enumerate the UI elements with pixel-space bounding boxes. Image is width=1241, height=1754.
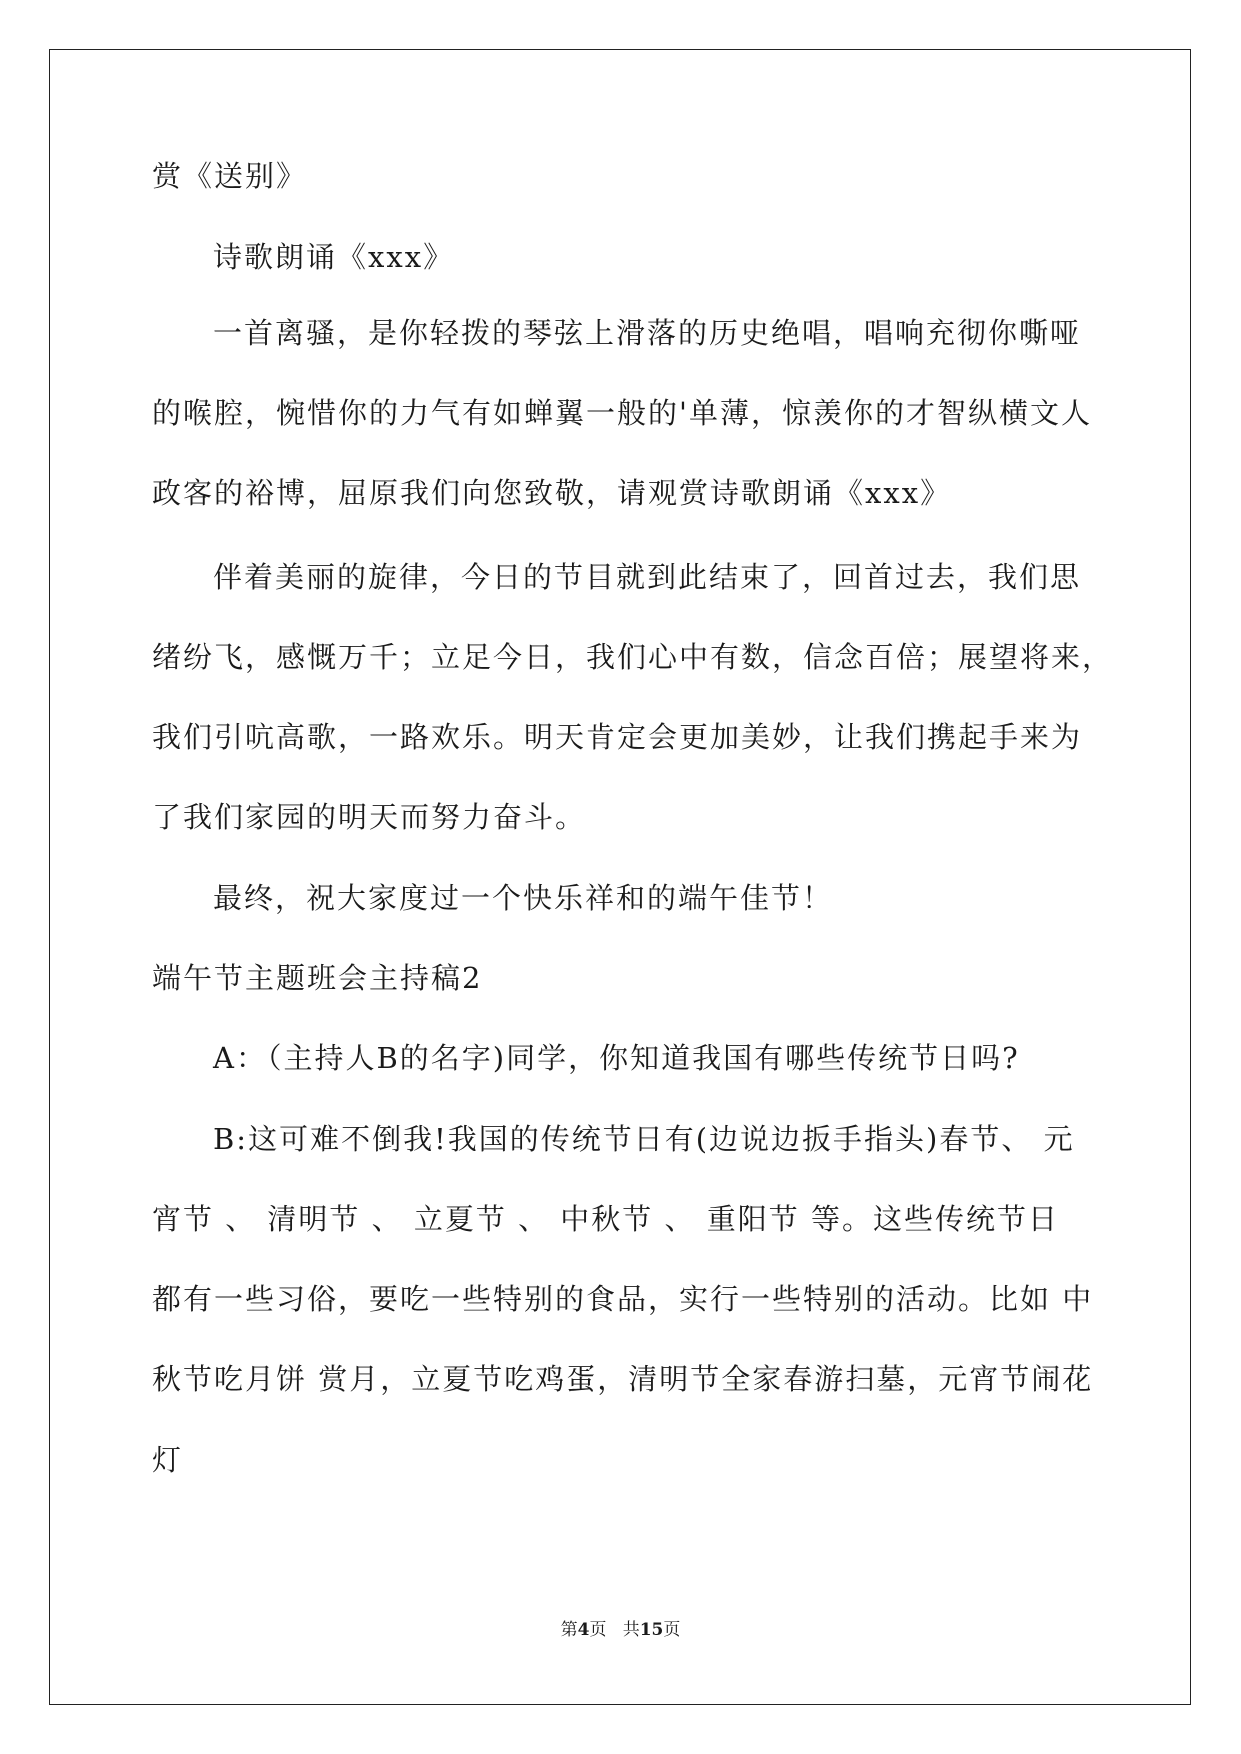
total-page-count: 15 xyxy=(639,1620,664,1640)
footer-page-suffix: 页 xyxy=(589,1620,607,1640)
text-line: 的喉腔，惋惜你的力气有如蝉翼一般的'单薄，惊羡你的才智纵横文人 xyxy=(152,396,1092,430)
text-line: 诗歌朗诵《xxx》 xyxy=(213,240,455,274)
text-line: 赏《送别》 xyxy=(152,159,308,193)
footer-total-prefix: 共 xyxy=(622,1620,640,1640)
text-line: B:这可难不倒我!我国的传统节日有(边说边扳手指头)春节、 元 xyxy=(213,1122,1075,1156)
footer-total-suffix: 页 xyxy=(663,1620,681,1640)
text-line: 灯 xyxy=(152,1443,184,1477)
page-border xyxy=(49,49,1191,1705)
text-line: A：（主持人B的名字)同学，你知道我国有哪些传统节日吗? xyxy=(213,1041,1020,1075)
footer-prefix: 第 xyxy=(560,1620,578,1640)
text-line: 秋节吃月饼 赏月，立夏节吃鸡蛋，清明节全家春游扫墓，元宵节闹花 xyxy=(152,1362,1094,1396)
text-line: 我们引吭高歌，一路欢乐。明天肯定会更加美妙，让我们携起手来为 xyxy=(152,720,1083,754)
text-line: 都有一些习俗，要吃一些特别的食品，实行一些特别的活动。比如 中 xyxy=(152,1282,1094,1316)
page-footer xyxy=(0,1618,1241,1642)
text-line: 一首离骚，是你轻拨的琴弦上滑落的历史绝唱，唱响充彻你嘶哑 xyxy=(213,316,1082,350)
text-line: 绪纷飞，感慨万千；立足今日，我们心中有数，信念百倍；展望将来， xyxy=(152,640,1114,674)
text-line: 伴着美丽的旋律，今日的节目就到此结束了，回首过去，我们思 xyxy=(213,560,1082,594)
text-line: 最终，祝大家度过一个快乐祥和的端午佳节！ xyxy=(213,881,834,915)
text-line: 了我们家园的明天而努力奋斗。 xyxy=(152,800,587,834)
text-line: 政客的裕博，屈原我们向您致敬，请观赏诗歌朗诵《xxx》 xyxy=(152,476,952,510)
section-heading: 端午节主题班会主持稿2 xyxy=(152,961,483,995)
text-line: 宵节 、 清明节 、 立夏节 、 中秋节 、 重阳节 等。这些传统节日 xyxy=(152,1202,1059,1236)
current-page-number: 4 xyxy=(577,1620,590,1640)
